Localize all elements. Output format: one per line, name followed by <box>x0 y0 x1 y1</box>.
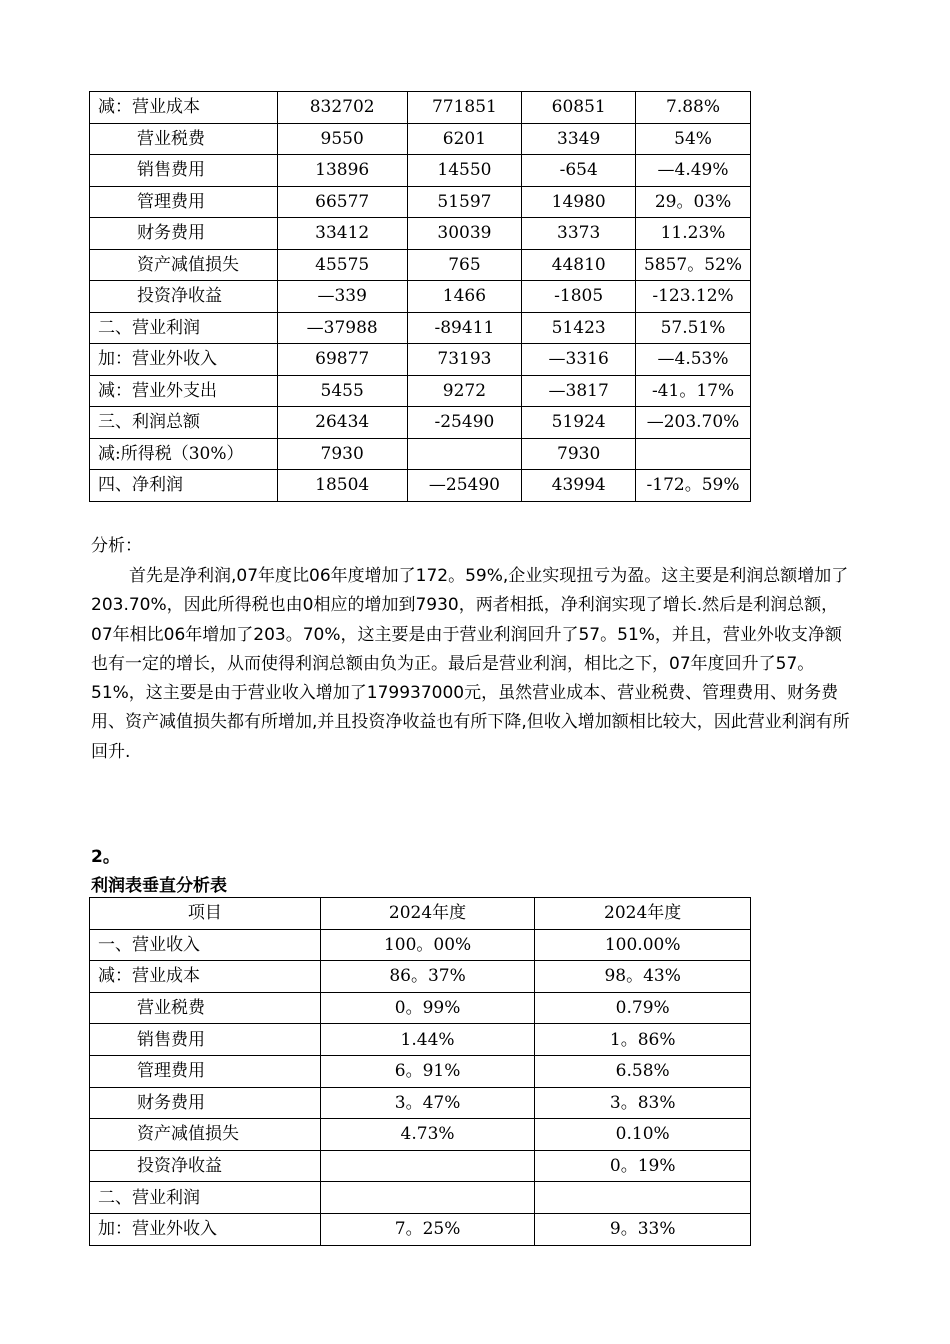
value-cell-change-pct: —203.70% <box>636 407 751 439</box>
value-cell-change: 14980 <box>522 186 636 218</box>
value-cell-change-pct: 11.23% <box>636 218 751 250</box>
row-label: 四、净利润 <box>90 470 278 502</box>
value-cell-year-a: 1.44% <box>320 1024 535 1056</box>
value-cell-change-pct: 54% <box>636 123 751 155</box>
value-cell-year-b: 98。43% <box>535 961 751 993</box>
value-cell-change: 3373 <box>522 218 636 250</box>
value-cell-change-pct: 29。03% <box>636 186 751 218</box>
value-cell-year-b: 3。83% <box>535 1087 751 1119</box>
value-cell-change: 3349 <box>522 123 636 155</box>
table-row <box>90 1150 751 1182</box>
value-cell-year-b <box>535 1182 751 1214</box>
vertical-analysis-table <box>89 897 751 1246</box>
row-label: 减：营业成本 <box>90 92 278 124</box>
value-cell-year-a: 6。91% <box>320 1055 535 1087</box>
row-label: 三、利润总额 <box>90 407 278 439</box>
table-row <box>90 218 751 250</box>
row-label: 减:所得税（30%） <box>90 438 278 470</box>
table-row <box>90 92 751 124</box>
value-cell-change-pct: 7.88% <box>636 92 751 124</box>
value-cell-current: 18504 <box>277 470 407 502</box>
value-cell-change: 43994 <box>522 470 636 502</box>
value-cell-current: 9550 <box>277 123 407 155</box>
value-cell-prior: 9272 <box>407 375 522 407</box>
table-row <box>90 375 751 407</box>
value-cell-change: 51423 <box>522 312 636 344</box>
value-cell-change: 44810 <box>522 249 636 281</box>
table-row <box>90 1055 751 1087</box>
table-row <box>90 407 751 439</box>
value-cell-current: 832702 <box>277 92 407 124</box>
value-cell-prior: 14550 <box>407 155 522 187</box>
table-row <box>90 1119 751 1151</box>
value-cell-change: 60851 <box>522 92 636 124</box>
value-cell-year-a: 86。37% <box>320 961 535 993</box>
value-cell-prior: 51597 <box>407 186 522 218</box>
value-cell-current: 7930 <box>277 438 407 470</box>
value-cell-year-a: 4.73% <box>320 1119 535 1151</box>
value-cell-change-pct: -123.12% <box>636 281 751 313</box>
value-cell-year-b: 9。33% <box>535 1213 751 1245</box>
value-cell-current: 33412 <box>277 218 407 250</box>
value-cell-current: 69877 <box>277 344 407 376</box>
row-label: 二、营业利润 <box>90 1182 321 1214</box>
table-row <box>90 1182 751 1214</box>
value-cell-change-pct <box>636 438 751 470</box>
table-row <box>90 470 751 502</box>
header-cell-year-b: 2024年度 <box>535 898 751 930</box>
table-row <box>90 344 751 376</box>
value-cell-change-pct: -41。17% <box>636 375 751 407</box>
row-label: 投资净收益 <box>90 1150 321 1182</box>
row-label: 销售费用 <box>90 155 278 187</box>
row-label: 财务费用 <box>90 218 278 250</box>
table-row <box>90 281 751 313</box>
section-title: 利润表垂直分析表 <box>91 876 227 896</box>
row-label: 加：营业外收入 <box>90 1213 321 1245</box>
table-row <box>90 155 751 187</box>
value-cell-change-pct: —4.53% <box>636 344 751 376</box>
row-label: 资产减值损失 <box>90 249 278 281</box>
table-row <box>90 438 751 470</box>
value-cell-year-a: 7。25% <box>320 1213 535 1245</box>
value-cell-prior: 6201 <box>407 123 522 155</box>
row-label: 营业税费 <box>90 123 278 155</box>
table-row <box>90 1213 751 1245</box>
value-cell-year-a: 100。00% <box>320 929 535 961</box>
value-cell-prior: 771851 <box>407 92 522 124</box>
table-row <box>90 123 751 155</box>
value-cell-year-b: 0.79% <box>535 992 751 1024</box>
table-row <box>90 312 751 344</box>
row-label: 营业税费 <box>90 992 321 1024</box>
row-label: 加：营业外收入 <box>90 344 278 376</box>
row-label: 二、营业利润 <box>90 312 278 344</box>
value-cell-year-b: 1。86% <box>535 1024 751 1056</box>
table-row <box>90 1087 751 1119</box>
income-comparison-table <box>89 91 751 502</box>
value-cell-year-a <box>320 1182 535 1214</box>
value-cell-prior: 73193 <box>407 344 522 376</box>
row-label: 减：营业外支出 <box>90 375 278 407</box>
value-cell-current: 45575 <box>277 249 407 281</box>
value-cell-year-b: 0。19% <box>535 1150 751 1182</box>
value-cell-change-pct: 57.51% <box>636 312 751 344</box>
value-cell-prior: 30039 <box>407 218 522 250</box>
value-cell-change: 51924 <box>522 407 636 439</box>
value-cell-change: -1805 <box>522 281 636 313</box>
value-cell-current: 66577 <box>277 186 407 218</box>
value-cell-prior: —25490 <box>407 470 522 502</box>
value-cell-change: —3316 <box>522 344 636 376</box>
analysis-heading: 分析： <box>91 536 142 556</box>
value-cell-prior: -89411 <box>407 312 522 344</box>
row-label: 销售费用 <box>90 1024 321 1056</box>
row-label: 一、营业收入 <box>90 929 321 961</box>
row-label: 财务费用 <box>90 1087 321 1119</box>
value-cell-change: —3817 <box>522 375 636 407</box>
table-row <box>90 1024 751 1056</box>
value-cell-year-b: 6.58% <box>535 1055 751 1087</box>
value-cell-current: 26434 <box>277 407 407 439</box>
table-row <box>90 961 751 993</box>
value-cell-year-b: 100.00% <box>535 929 751 961</box>
value-cell-prior: 1466 <box>407 281 522 313</box>
section-number: 2。 <box>91 847 120 867</box>
value-cell-change: 7930 <box>522 438 636 470</box>
value-cell-prior: 765 <box>407 249 522 281</box>
table-row <box>90 929 751 961</box>
table-header-row <box>90 898 751 930</box>
table-row <box>90 249 751 281</box>
value-cell-change: -654 <box>522 155 636 187</box>
row-label: 管理费用 <box>90 186 278 218</box>
header-cell-year-a: 2024年度 <box>320 898 535 930</box>
value-cell-change-pct: —4.49% <box>636 155 751 187</box>
value-cell-year-b: 0.10% <box>535 1119 751 1151</box>
row-label: 投资净收益 <box>90 281 278 313</box>
header-cell-item: 项目 <box>90 898 321 930</box>
value-cell-change-pct: 5857。52% <box>636 249 751 281</box>
row-label: 管理费用 <box>90 1055 321 1087</box>
value-cell-prior: -25490 <box>407 407 522 439</box>
table-row <box>90 992 751 1024</box>
value-cell-year-a: 3。47% <box>320 1087 535 1119</box>
table-row <box>90 186 751 218</box>
value-cell-year-a: 0。99% <box>320 992 535 1024</box>
value-cell-change-pct: -172。59% <box>636 470 751 502</box>
analysis-paragraph: 首先是净利润,07年度比06年度增加了172。59%,企业实现扭亏为盈。这主要是利润总额增加了203.70%，因此所得税也由0相应的增加到7930，两者相抵，净利润实现了增长.然后是利润总额，07年相比06年增加了203。70%，这主要是由于营业利润回升了57。51%，并且，营业外收支净额也有一定的增长，从而使得利润总额由负为正。最后是营业利润，相比之下，07年度回升了57。51%，这主要是由于营业收入增加了179937000元，虽然营业成本、营业税费、管理费用、财务费用、资产减值损失都有所增加,并且投资净收益也有所下降,但收入增加额相比较大，因此营业利润有所回升. <box>91 566 850 762</box>
value-cell-prior <box>407 438 522 470</box>
row-label: 资产减值损失 <box>90 1119 321 1151</box>
row-label: 减：营业成本 <box>90 961 321 993</box>
value-cell-current: —339 <box>277 281 407 313</box>
value-cell-year-a <box>320 1150 535 1182</box>
value-cell-current: 13896 <box>277 155 407 187</box>
value-cell-current: 5455 <box>277 375 407 407</box>
value-cell-current: —37988 <box>277 312 407 344</box>
